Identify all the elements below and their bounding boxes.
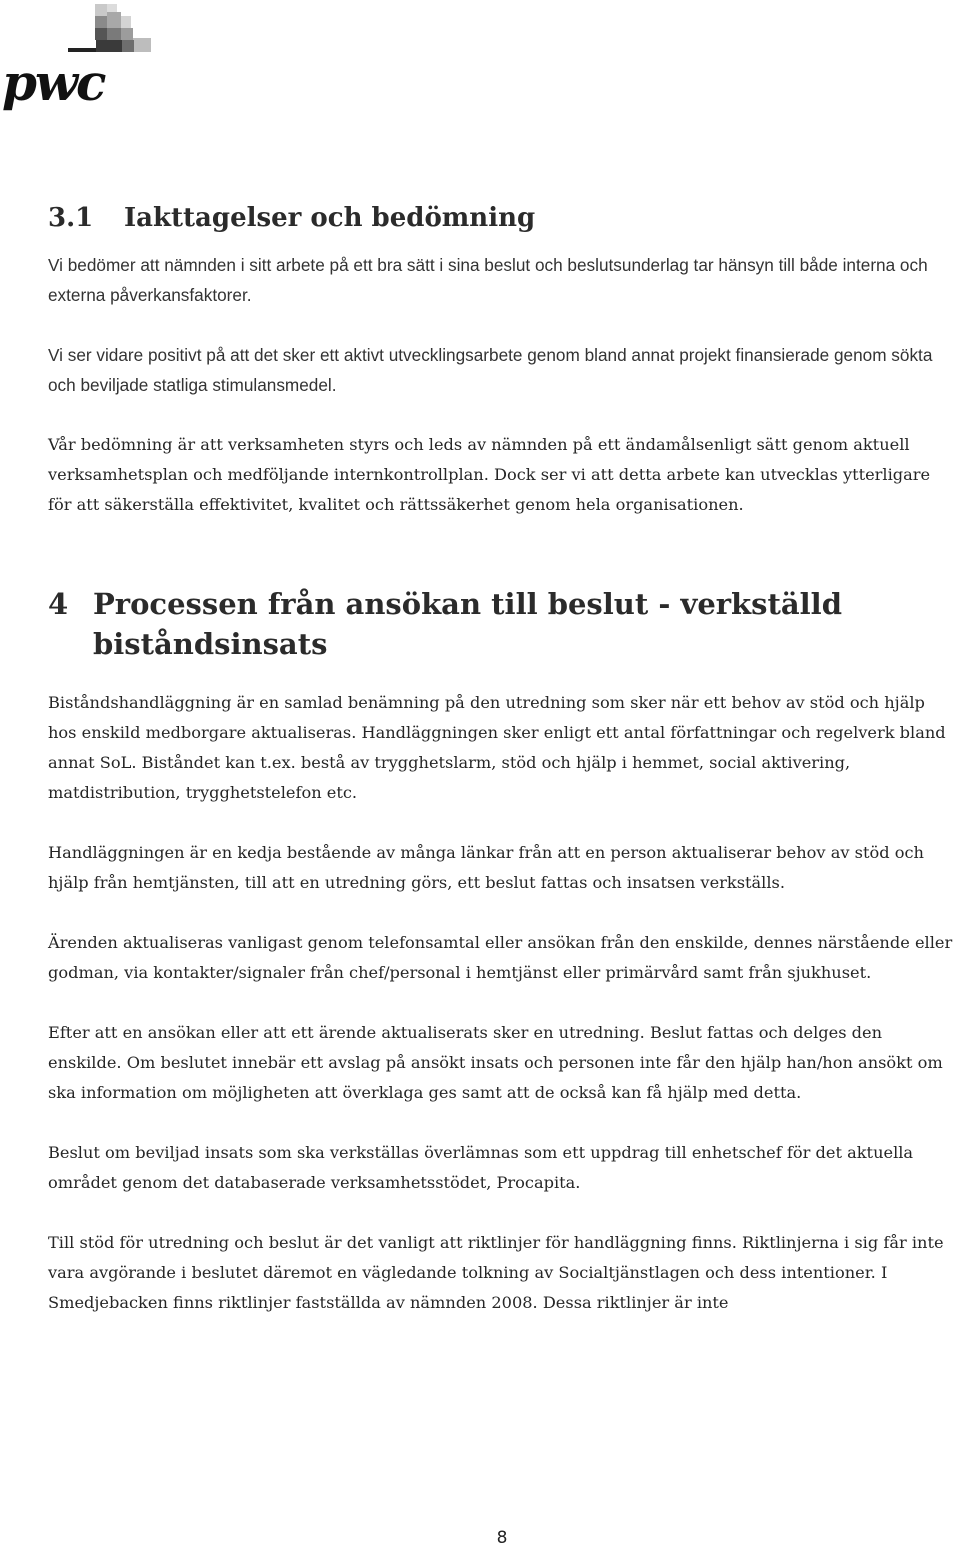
paragraph: Vår bedömning är att verksamheten styrs och leds av nämnden på ett ändamålsenligt sätt genom aktuell verksamhetsplan och medföljande internkontrollplan. Dock ser vi att detta arbete kan utvecklas ytterligare för att säkerställa effektivitet, kvalitet och rättssäkerhet genom hela organisationen. xyxy=(48,435,931,514)
paragraph: Vi ser vidare positivt på att det sker ett aktivt utvecklingsarbete genom bland annat projekt finansierade genom sökta och beviljade statliga stimulansmedel. xyxy=(48,345,933,395)
page-number: 8 xyxy=(496,1528,508,1548)
paragraph: Till stöd för utredning och beslut är det vanligt att riktlinjer för handläggning finns. Riktlinjerna i sig får inte vara avgörande i beslutet däremot en vägledande tolkning av Socialtjänstlagen och dess intentioner. I Smedjebacken finns riktlinjer fastställda av nämnden 2008. Dessa riktlinjer är inte xyxy=(48,1233,944,1312)
section-number: 4 xyxy=(48,587,69,621)
pwc-logo xyxy=(0,0,160,120)
paragraph: Biståndshandläggning är en samlad benämning på den utredning som sker när ett behov av stöd och hjälp hos enskild medborgare aktualiseras. Handläggningen sker enligt ett antal författningar och regelverk bland annat SoL. Biståndet kan t.ex. bestå av trygghetslarm, stöd och hjälp i hemmet, social aktivering, matdistribution, trygghetstelefon etc. xyxy=(48,693,946,802)
paragraph: Efter att en ansökan eller att ett ärende aktualiserats sker en utredning. Beslut fattas och delges den enskilde. Om beslutet innebär ett avslag på ansökt insats och personen inte får den hjälp han/hon ansökt om ska information om möjligheten att överklaga ges samt att de också kan få hjälp med detta. xyxy=(48,1023,943,1102)
page-content xyxy=(48,200,958,1348)
section-title: Processen från ansökan till beslut - verkställd biståndsinsats xyxy=(93,587,842,661)
paragraph: Vi bedömer att nämnden i sitt arbete på ett bra sätt i sina beslut och beslutsunderlag tar hänsyn till både interna och externa påverkansfaktorer. xyxy=(48,255,928,305)
paragraph: Beslut om beviljad insats som ska verkställas överlämnas som ett uppdrag till enhetschef för det aktuella området genom det databaserade verksamhetsstödet, Procapita. xyxy=(48,1143,914,1192)
section-4-heading xyxy=(48,584,958,664)
section-3-1-heading xyxy=(48,200,958,236)
pwc-wordmark: pwc xyxy=(2,53,105,112)
section-title: Iakttagelser och bedömning xyxy=(124,203,536,233)
paragraph: Handläggningen är en kedja bestående av många länkar från att en person aktualiserar behov av stöd och hjälp från hemtjänsten, till att en utredning görs, ett beslut fattas och insatsen verkställs. xyxy=(48,843,924,892)
section-number: 3.1 xyxy=(48,203,94,233)
paragraph: Ärenden aktualiseras vanligast genom telefonsamtal eller ansökan från den enskilde, dennes närstående eller godman, via kontakter/signaler från chef/personal i hemtjänst eller primärvård samt från sjukhuset. xyxy=(48,933,953,982)
